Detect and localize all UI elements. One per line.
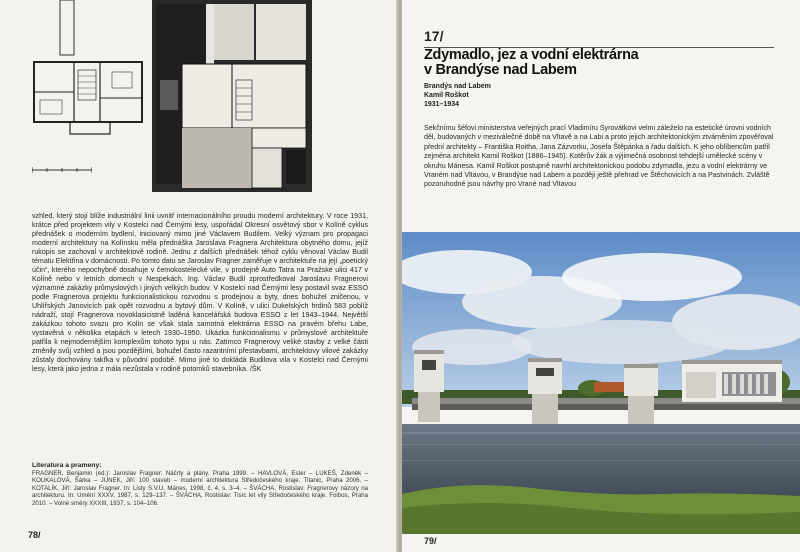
chapter-title-line1: Zdymadlo, jez a vodní elektrárna xyxy=(424,47,639,63)
chapter-number: 17/ xyxy=(424,28,444,44)
references-text: FRAGNER, Benjamin (ed.): Jaroslav Fragner: Náčrty a plány. Praha 1999. – HAVLOVÁ, Ester – LUKEŠ, Zdeněk – KOUKALOVÁ, Šárka – JUNEK, Jiří: 100 staveb – moderní architektura Středočeského kraje. Titanic, Praha 2006. – KOTALÍK, Jiří: Jaroslav Fragner. In: Listy S.V.U. Mánes, 1998, č. 4, s. 3–4. – ŠVÁCHA, Rostislav: Fragnerovy názory na architekturu. In: Umění XXXV, 1987, s. 129–137. – ŠVÁCHA, Rostislav: Tisíc let vily Středočeského kraje. Foibos, Praha 2010. – Volné směry XXXIII, 1937, s. 104–106. xyxy=(32,469,368,507)
years-label: 1931–1934 xyxy=(424,101,460,108)
floor-plan-small xyxy=(30,0,148,140)
references-title: Literatura a prameny: xyxy=(32,462,102,469)
left-page xyxy=(0,0,398,552)
right-page xyxy=(402,0,800,552)
intro-paragraph: Sekčnímu šéfovi ministerstva veřejných prací Vladimíru Syrovátkovi velmi záleželo na estetické úrovni vodních děl, budovaných v meziválečné době na Vltavě a na Labi a proto jejich architektonickým ztvárněním zpověřoval přední architekty – Františka Roitha, Jana Zázvorku, Josefa Štěpánka a řadu dalších. K jeho oblíbencům patřil zejména architekt Kamil Roškot (1886–1945). Kotěrův žák a výjimečná osobnost tehdejší umělecké scény v okruhu Mánesa. Kamil Roškot postupně navrhl architektonickou podobu zdymadla, jezu a vodní elektrárny ve Vraném nad Vltavou, v Brandýse nad Labem a později ještě přehrad ve Štěchovicích a na Pastvinách. Zvláště pozoruhodné jsou návrhy pro Vrané nad Vltavou xyxy=(424,124,774,189)
chapter-meta xyxy=(424,82,491,109)
floor-plan-large xyxy=(152,0,312,192)
location-label: Brandýs nad Labem xyxy=(424,83,491,90)
architect-label: Kamil Roškot xyxy=(424,92,469,99)
references-section xyxy=(32,462,368,508)
chapter-title-line2: v Brandýse nad Labem xyxy=(424,62,577,78)
dam-photo xyxy=(402,232,800,534)
scale-bar xyxy=(32,160,92,166)
intro-text xyxy=(424,124,782,190)
left-body-text xyxy=(32,212,368,374)
chapter-title xyxy=(424,48,638,78)
body-paragraph: vzhled, který stojí blíže industriální linii uvnitř internacionálního proudu moderní architektury. V roce 1931, krátce před projektem vily v Kostelci nad Černými lesy, uspořádal Okresní osvětový sbor v Kolíně cyklus přednášek o moderním bydlení, iniciovaný mimo jiné Václavem Budilem. Velký význam pro propagaci moderní architektury na Kolínsku měla přednáška Jaroslava Fragnera Architektura obytného domu, jejíž rukopis se zachoval v architektově rodině. Jednu z dalších přednášek téhož cyklu věnoval Václav Budil tématu Elektřina v domácnosti. Po tomto datu se Jaroslav Fragner zaměřuje v architektuře na její „poetický účin“, kterého nepochybně dosahuje v čemokostelecké vile, v prodejně Auto Tatra na Pražské ulici 417 v Kolíně nebo v letních domech v Nespekách. Ing. Václav Budil zprostředkoval Jaroslavu Fragnerovi významné zakázky průmyslových i jiných velkých budov. V Kostelci nad Černými lesy postavil svaz ESSO podle Fragnerova projektu funkcionalistickou rozvodnu s prodejnou a byty, dnes bohužel zničenou, v Uhlířských Janovicích pak opět rozvodnu a bytový dům. V Kolíně, v ulici Dukelských hrdinů 583 poblíž nádraží, stojí Fragnerova novoklasicistně laděná kancelářská budova ESSO z let 1943–1944. Největší zakázkou tohoto svazu pro Kolín se však stala samotná elektrárna ESSO na pravém břehu Labe, vystavěná v několika etapách v letech 1930–1950. Ukázka funkcionalismu v průmyslové architektuře patřila k nejmodernějším komplexům tohoto typu u nás. Zatímco Fragnerovy veliké stavby z velké části změnily svůj vzhled a jsou pozdějšími, bohužel často razantními přestavbami, architektovy vilové zakázky zůstaly dochovány takřka v původní podobě. Mimo jiné to dokládá Budilova vila v Kostelci nad Černými lesy, která jako jedna z mála nezůstala v rodině potomků stavebníka. /ŠK xyxy=(32,212,368,373)
page-number-right: 79/ xyxy=(424,536,437,546)
page-number-left: 78/ xyxy=(28,530,41,540)
